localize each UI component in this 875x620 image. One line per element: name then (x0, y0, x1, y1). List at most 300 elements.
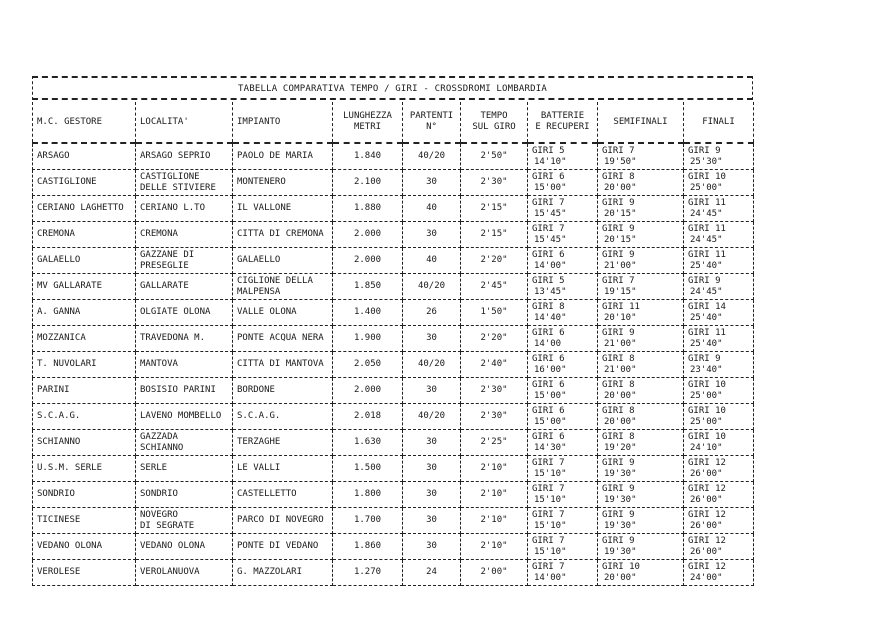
cell-tempo: 2'50" (461, 143, 528, 170)
cell-localita-line1: NOVEGRO (140, 509, 178, 520)
cell-semifinali-line1: GIRI 9 (602, 535, 635, 546)
cell-localita-line2: PRESEGLIE (140, 260, 189, 271)
cell-lunghezza: 1.900 (333, 326, 403, 352)
cell-gestore: A. GANNA (33, 300, 136, 326)
cell-lunghezza: 2.000 (333, 378, 403, 404)
header-tempo (461, 102, 528, 143)
table-header-row (33, 102, 754, 143)
cell-finali-line2: 26'00" (690, 520, 723, 531)
table-body (33, 143, 754, 586)
cell-localita (136, 482, 233, 508)
cell-semifinali (598, 326, 684, 352)
cell-localita (136, 326, 233, 352)
cell-tempo: 2'00" (461, 560, 528, 586)
cell-semifinali-line2: 19'30" (604, 468, 637, 479)
cell-impianto (233, 300, 333, 326)
cell-tempo: 1'50" (461, 300, 528, 326)
cell-semifinali (598, 352, 684, 378)
cell-semifinali-line1: GIRI 9 (602, 509, 635, 520)
cell-finali (684, 222, 754, 248)
table-row (33, 456, 754, 482)
cell-localita (136, 508, 233, 534)
cell-partenti: 30 (403, 378, 461, 404)
header-tempo-line1: TEMPO (480, 111, 508, 121)
cell-impianto-line1: PAOLO DE MARIA (237, 151, 313, 161)
cell-semifinali (598, 404, 684, 430)
cell-batterie-line2: 15'10" (534, 546, 567, 557)
header-gestore: M.C. GESTORE (33, 102, 136, 143)
cell-batterie (528, 170, 598, 196)
cell-impianto (233, 274, 333, 300)
cell-batterie (528, 378, 598, 404)
cell-finali (684, 170, 754, 196)
cell-batterie (528, 560, 598, 586)
cell-localita-line1: VEDANO OLONA (140, 541, 206, 551)
cell-lunghezza: 1.630 (333, 430, 403, 456)
cell-finali-line1: GIRI 10 (688, 379, 726, 390)
cell-localita-line1: LAVENO MOMBELLO (140, 411, 222, 421)
cell-finali-line1: GIRI 12 (688, 561, 726, 572)
table-row (33, 430, 754, 456)
cell-semifinali-line1: GIRI 10 (602, 561, 640, 572)
cell-batterie (528, 300, 598, 326)
cell-partenti: 40/20 (403, 352, 461, 378)
table-row (33, 378, 754, 404)
cell-finali-line2: 24'45" (690, 234, 723, 245)
cell-semifinali-line1: GIRI 9 (602, 457, 635, 468)
table-title: TABELLA COMPARATIVA TEMPO / GIRI - CROSSDROMI LOMBARDIA (32, 76, 753, 100)
cell-partenti: 30 (403, 482, 461, 508)
cell-localita-line1: VEROLANUOVA (140, 567, 200, 577)
cell-batterie (528, 456, 598, 482)
cell-semifinali (598, 170, 684, 196)
comparison-table (32, 102, 754, 586)
cell-batterie-line1: GIRI 6 (532, 379, 565, 390)
cell-localita-line2: DELLE STIVIERE (140, 182, 216, 193)
cell-localita (136, 222, 233, 248)
cell-semifinali-line2: 20'00" (604, 182, 637, 193)
cell-gestore: VEROLESE (33, 560, 136, 586)
cell-localita-line1: ARSAGO SEPRIO (140, 151, 211, 161)
cell-batterie-line2: 16'00" (534, 364, 567, 375)
cell-gestore: PARINI (33, 378, 136, 404)
cell-partenti: 40 (403, 196, 461, 222)
cell-impianto (233, 482, 333, 508)
cell-partenti: 30 (403, 456, 461, 482)
cell-semifinali-line1: GIRI 9 (602, 223, 635, 234)
cell-lunghezza: 1.500 (333, 456, 403, 482)
cell-impianto (233, 196, 333, 222)
cell-semifinali-line2: 20'00" (604, 416, 637, 427)
cell-lunghezza: 2.000 (333, 222, 403, 248)
cell-impianto (233, 352, 333, 378)
cell-gestore: TICINESE (33, 508, 136, 534)
cell-localita-line1: GAZZADA (140, 431, 178, 442)
cell-finali (684, 404, 754, 430)
cell-semifinali-line2: 19'20" (604, 442, 637, 453)
cell-localita (136, 143, 233, 170)
cell-lunghezza: 2.000 (333, 248, 403, 274)
cell-batterie-line1: GIRI 6 (532, 405, 565, 416)
cell-gestore: U.S.M. SERLE (33, 456, 136, 482)
cell-finali-line1: GIRI 11 (688, 327, 726, 338)
cell-finali-line1: GIRI 12 (688, 483, 726, 494)
cell-semifinali-line1: GIRI 11 (602, 301, 640, 312)
header-semifinali: SEMIFINALI (598, 102, 684, 143)
cell-semifinali (598, 196, 684, 222)
cell-finali-line2: 25'00" (690, 416, 723, 427)
cell-semifinali (598, 378, 684, 404)
cell-batterie (528, 430, 598, 456)
cell-impianto-line1: CIGLIONE DELLA (237, 275, 313, 286)
cell-partenti: 40 (403, 248, 461, 274)
cell-partenti: 40/20 (403, 143, 461, 170)
cell-batterie-line2: 13'45" (534, 286, 567, 297)
cell-finali (684, 508, 754, 534)
cell-batterie (528, 248, 598, 274)
cell-impianto-line1: PONTE ACQUA NERA (237, 333, 324, 343)
cell-localita-line1: BOSISIO PARINI (140, 385, 216, 395)
cell-finali-line1: GIRI 9 (688, 275, 721, 286)
cell-batterie-line2: 14'00" (534, 572, 567, 583)
cell-batterie-line1: GIRI 7 (532, 535, 565, 546)
cell-finali (684, 378, 754, 404)
cell-semifinali (598, 482, 684, 508)
cell-finali-line1: GIRI 10 (688, 171, 726, 182)
cell-localita (136, 430, 233, 456)
cell-tempo: 2'30" (461, 404, 528, 430)
cell-finali (684, 352, 754, 378)
cell-gestore: MV GALLARATE (33, 274, 136, 300)
cell-finali-line2: 25'40" (690, 312, 723, 323)
cell-impianto-line1: S.C.A.G. (237, 411, 281, 421)
cell-batterie-line1: GIRI 5 (532, 145, 565, 156)
cell-impianto-line1: CITTA DI MANTOVA (237, 359, 324, 369)
cell-semifinali-line2: 21'00" (604, 338, 637, 349)
cell-finali (684, 248, 754, 274)
cell-gestore: SONDRIO (33, 482, 136, 508)
cell-tempo: 2'10" (461, 482, 528, 508)
cell-batterie-line2: 15'10" (534, 520, 567, 531)
header-batterie-line1: BATTERIE (540, 111, 585, 121)
cell-finali (684, 482, 754, 508)
cell-finali-line2: 25'00" (690, 390, 723, 401)
cell-finali-line2: 26'00" (690, 468, 723, 479)
header-batterie (528, 102, 598, 143)
cell-batterie-line2: 15'45" (534, 208, 567, 219)
cell-finali (684, 300, 754, 326)
cell-impianto (233, 222, 333, 248)
cell-impianto-line2: MALPENSA (237, 286, 281, 297)
cell-finali-line1: GIRI 11 (688, 223, 726, 234)
cell-tempo: 2'45" (461, 274, 528, 300)
cell-finali (684, 196, 754, 222)
cell-partenti: 24 (403, 560, 461, 586)
cell-semifinali (598, 456, 684, 482)
cell-lunghezza: 2.050 (333, 352, 403, 378)
cell-batterie-line1: GIRI 6 (532, 353, 565, 364)
cell-batterie-line2: 15'00" (534, 416, 567, 427)
cell-finali-line2: 23'40" (690, 364, 723, 375)
cell-batterie-line1: GIRI 7 (532, 457, 565, 468)
cell-finali (684, 326, 754, 352)
cell-semifinali (598, 143, 684, 170)
cell-impianto-line1: G. MAZZOLARI (237, 567, 303, 577)
cell-gestore: MOZZANICA (33, 326, 136, 352)
cell-semifinali-line2: 21'00" (604, 260, 637, 271)
cell-semifinali-line1: GIRI 9 (602, 249, 635, 260)
table-row (33, 170, 754, 196)
cell-impianto (233, 508, 333, 534)
cell-batterie-line1: GIRI 7 (532, 223, 565, 234)
cell-batterie-line2: 14'10" (534, 156, 567, 167)
cell-finali-line2: 24'00" (690, 572, 723, 583)
cell-tempo: 2'10" (461, 456, 528, 482)
cell-semifinali (598, 508, 684, 534)
cell-localita-line1: MANTOVA (140, 359, 178, 369)
cell-localita-line1: SONDRIO (140, 489, 178, 499)
cell-semifinali-line1: GIRI 9 (602, 483, 635, 494)
cell-finali-line1: GIRI 12 (688, 457, 726, 468)
cell-semifinali-line1: GIRI 8 (602, 431, 635, 442)
table-row (33, 482, 754, 508)
cell-semifinali-line2: 20'00" (604, 390, 637, 401)
cell-impianto-line1: PONTE DI VEDANO (237, 541, 319, 551)
header-batterie-line2: E RECUPERI (535, 122, 590, 132)
header-partenti (403, 102, 461, 143)
cell-finali-line1: GIRI 11 (688, 249, 726, 260)
cell-finali (684, 534, 754, 560)
cell-batterie-line2: 14'00" (534, 260, 567, 271)
cell-semifinali-line2: 20'15" (604, 208, 637, 219)
cell-localita (136, 196, 233, 222)
cell-batterie-line1: GIRI 7 (532, 197, 565, 208)
cell-finali-line2: 26'00" (690, 494, 723, 505)
table-row (33, 326, 754, 352)
cell-semifinali (598, 534, 684, 560)
cell-batterie-line2: 15'45" (534, 234, 567, 245)
cell-partenti: 40/20 (403, 404, 461, 430)
cell-gestore: GALAELLO (33, 248, 136, 274)
cell-finali-line2: 24'10" (690, 442, 723, 453)
cell-semifinali-line2: 20'10" (604, 312, 637, 323)
cell-semifinali-line2: 19'30" (604, 520, 637, 531)
cell-impianto (233, 378, 333, 404)
cell-tempo: 2'25" (461, 430, 528, 456)
cell-batterie-line2: 15'00" (534, 390, 567, 401)
cell-tempo: 2'10" (461, 534, 528, 560)
cell-batterie (528, 352, 598, 378)
cell-batterie-line2: 15'10" (534, 494, 567, 505)
cell-batterie-line1: GIRI 6 (532, 249, 565, 260)
cell-batterie-line1: GIRI 5 (532, 275, 565, 286)
cell-lunghezza: 1.880 (333, 196, 403, 222)
cell-localita (136, 378, 233, 404)
cell-lunghezza: 1.850 (333, 274, 403, 300)
table-row (33, 248, 754, 274)
cell-semifinali-line2: 20'15" (604, 234, 637, 245)
cell-partenti: 40/20 (403, 274, 461, 300)
cell-finali-line2: 25'00" (690, 182, 723, 193)
cell-semifinali (598, 248, 684, 274)
cell-impianto (233, 404, 333, 430)
cell-localita-line1: TRAVEDONA M. (140, 333, 206, 343)
table-row (33, 274, 754, 300)
cell-localita-line1: CASTIGLIONE (140, 171, 200, 182)
header-impianto: IMPIANTO (233, 102, 333, 143)
header-partenti-line2: N° (426, 122, 437, 132)
cell-finali-line1: GIRI 14 (688, 301, 726, 312)
cell-localita (136, 274, 233, 300)
cell-finali (684, 456, 754, 482)
cell-localita-line1: CERIANO L.TO (140, 203, 206, 213)
cell-tempo: 2'10" (461, 508, 528, 534)
cell-semifinali-line2: 19'30" (604, 494, 637, 505)
cell-batterie-line2: 14'00 (534, 338, 562, 349)
cell-partenti: 30 (403, 326, 461, 352)
cell-lunghezza: 1.860 (333, 534, 403, 560)
cell-impianto (233, 534, 333, 560)
cell-gestore: CREMONA (33, 222, 136, 248)
cell-impianto (233, 430, 333, 456)
cell-batterie-line1: GIRI 6 (532, 431, 565, 442)
cell-localita (136, 170, 233, 196)
cell-impianto-line1: PARCO DI NOVEGRO (237, 515, 324, 525)
table-row (33, 404, 754, 430)
cell-partenti: 30 (403, 508, 461, 534)
cell-finali (684, 143, 754, 170)
cell-semifinali-line1: GIRI 7 (602, 275, 635, 286)
cell-tempo: 2'40" (461, 352, 528, 378)
cell-localita-line2: SCHIANNO (140, 442, 184, 453)
cell-semifinali-line1: GIRI 7 (602, 145, 635, 156)
cell-impianto-line1: BORDONE (237, 385, 275, 395)
cell-batterie-line2: 14'30" (534, 442, 567, 453)
cell-partenti: 30 (403, 534, 461, 560)
cell-batterie (528, 274, 598, 300)
cell-batterie-line1: GIRI 6 (532, 327, 565, 338)
cell-impianto (233, 170, 333, 196)
cell-finali (684, 430, 754, 456)
cell-finali (684, 274, 754, 300)
cell-batterie (528, 534, 598, 560)
header-partenti-line1: PARTENTI (409, 111, 454, 121)
cell-batterie-line2: 15'00" (534, 182, 567, 193)
table-row (33, 508, 754, 534)
cell-localita-line1: OLGIATE OLONA (140, 307, 211, 317)
cell-batterie (528, 326, 598, 352)
cell-localita-line2: DI SEGRATE (140, 520, 195, 531)
cell-partenti: 30 (403, 222, 461, 248)
cell-semifinali-line1: GIRI 9 (602, 197, 635, 208)
table-row (33, 196, 754, 222)
table-row (33, 352, 754, 378)
cell-impianto (233, 248, 333, 274)
cell-batterie-line1: GIRI 7 (532, 483, 565, 494)
cell-finali-line2: 25'30" (690, 156, 723, 167)
cell-batterie-line1: GIRI 6 (532, 171, 565, 182)
cell-lunghezza: 1.800 (333, 482, 403, 508)
cell-tempo: 2'30" (461, 170, 528, 196)
cell-batterie (528, 404, 598, 430)
cell-localita-line1: SERLE (140, 463, 168, 473)
cell-gestore: SCHIANNO (33, 430, 136, 456)
cell-semifinali (598, 560, 684, 586)
cell-tempo: 2'15" (461, 222, 528, 248)
cell-batterie (528, 222, 598, 248)
cell-gestore: CASTIGLIONE (33, 170, 136, 196)
cell-finali-line2: 24'45" (690, 286, 723, 297)
cell-batterie (528, 143, 598, 170)
cell-semifinali-line1: GIRI 8 (602, 171, 635, 182)
cell-semifinali-line1: GIRI 9 (602, 327, 635, 338)
table-row (33, 143, 754, 170)
cell-finali-line1: GIRI 10 (688, 431, 726, 442)
header-lunghezza-line2: METRI (353, 122, 382, 132)
cell-tempo: 2'20" (461, 248, 528, 274)
cell-localita-line1: CREMONA (140, 229, 178, 239)
comparison-table-sheet (32, 76, 753, 597)
cell-batterie-line2: 15'10" (534, 468, 567, 479)
cell-finali-line1: GIRI 11 (688, 197, 726, 208)
cell-gestore: ARSAGO (33, 143, 136, 170)
cell-localita-line1: GAZZANE DI (140, 249, 195, 260)
cell-semifinali-line1: GIRI 8 (602, 405, 635, 416)
header-lunghezza (333, 102, 403, 143)
table-row (33, 560, 754, 586)
cell-lunghezza: 1.270 (333, 560, 403, 586)
cell-batterie (528, 508, 598, 534)
cell-localita (136, 352, 233, 378)
cell-semifinali (598, 274, 684, 300)
cell-finali-line2: 26'00" (690, 546, 723, 557)
cell-semifinali-line1: GIRI 8 (602, 353, 635, 364)
cell-localita (136, 248, 233, 274)
cell-gestore: S.C.A.G. (33, 404, 136, 430)
table-row (33, 222, 754, 248)
cell-impianto-line1: VALLE OLONA (237, 307, 297, 317)
header-lunghezza-line1: LUNGHEZZA (343, 111, 392, 121)
cell-tempo: 2'20" (461, 326, 528, 352)
cell-batterie (528, 482, 598, 508)
cell-tempo: 2'15" (461, 196, 528, 222)
cell-batterie-line2: 14'40" (534, 312, 567, 323)
cell-impianto-line1: LE VALLI (237, 463, 281, 473)
cell-lunghezza: 2.018 (333, 404, 403, 430)
cell-gestore: T. NUVOLARI (33, 352, 136, 378)
cell-semifinali-line2: 21'00" (604, 364, 637, 375)
cell-semifinali-line2: 19'15" (604, 286, 637, 297)
cell-finali-line2: 25'40" (690, 260, 723, 271)
cell-impianto (233, 560, 333, 586)
cell-lunghezza: 1.700 (333, 508, 403, 534)
cell-finali-line1: GIRI 9 (688, 353, 721, 364)
table-row (33, 300, 754, 326)
cell-impianto (233, 143, 333, 170)
header-finali: FINALI (684, 102, 754, 143)
cell-semifinali-line2: 20'00" (604, 572, 637, 583)
cell-partenti: 30 (403, 430, 461, 456)
cell-batterie-line1: GIRI 8 (532, 301, 565, 312)
cell-localita (136, 456, 233, 482)
cell-semifinali (598, 300, 684, 326)
cell-finali-line1: GIRI 9 (688, 145, 721, 156)
cell-semifinali-line1: GIRI 8 (602, 379, 635, 390)
header-tempo-line2: SUL GIRO (472, 122, 516, 132)
cell-partenti: 26 (403, 300, 461, 326)
cell-localita (136, 404, 233, 430)
cell-lunghezza: 1.400 (333, 300, 403, 326)
